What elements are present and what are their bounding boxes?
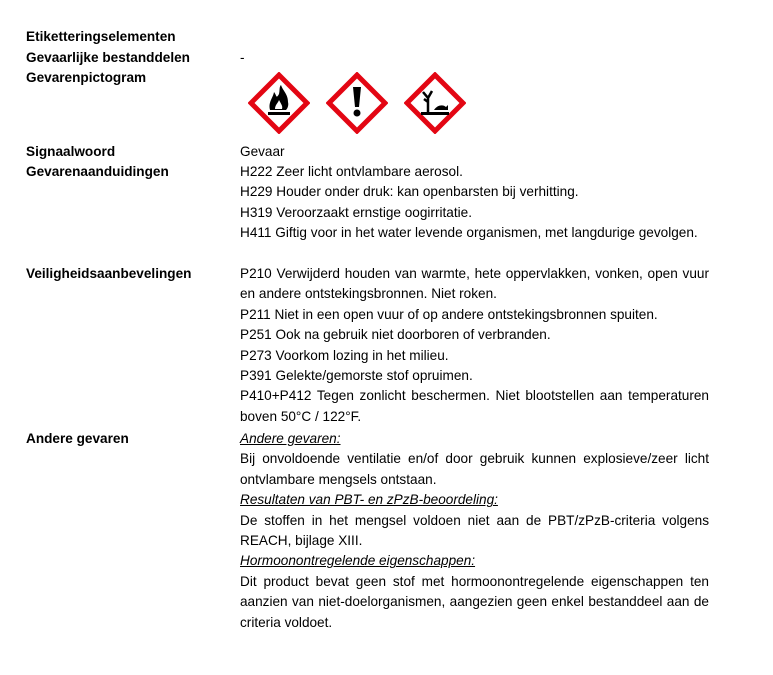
hazardous-components-label: Gevaarlijke bestanddelen [26, 50, 190, 65]
signal-word-value: Gevaar [240, 144, 285, 159]
hazard-statement: H229 Houder onder druk: kan openbarsten bij verhitting. [240, 184, 579, 200]
precautionary-label: Veiligheidsaanbevelingen [26, 266, 192, 281]
precautionary-statement: P410+P412 Tegen zonlicht beschermen. Niet blootstellen aan temperaturen boven 50°C / 122°F. [240, 388, 709, 424]
precautionary-statement: P273 Voorkom lozing in het milieu. [240, 347, 449, 363]
pictograms [248, 72, 466, 134]
precautionary-statements [240, 264, 709, 427]
hazard-statement: H411 Giftig voor in het water levende organismen, met langdurige gevolgen. [240, 225, 698, 241]
section-title: Etiketteringselementen [26, 29, 176, 44]
hazard-statements-label: Gevarenaanduidingen [26, 164, 169, 179]
signal-word-label: Signaalwoord [26, 144, 116, 159]
other-hazards-label: Andere gevaren [26, 431, 129, 446]
pbt-text: De stoffen in het mengsel voldoen niet aan de PBT/zPzB-criteria volgens REACH, bijlage XIII. [240, 512, 709, 549]
pbt-heading: Resultaten van PBT- en zPzB-beoordeling: [240, 492, 498, 508]
endocrine-heading: Hormoonontregelende eigenschappen: [240, 553, 476, 569]
exclamation-icon [326, 72, 388, 134]
precautionary-statement: P210 Verwijderd houden van warmte, hete oppervlakken, vonken, open vuur en andere ontstekingsbronnen. Niet roken. [240, 266, 709, 302]
endocrine-text: Dit product bevat geen stof met hormoonontregelende eigenschappen ten aanzien van niet-doelorganismen, aangezien geen enkel bestanddeel aan de criteria voldoet. [240, 573, 709, 630]
precautionary-statement: P251 Ook na gebruik niet doorboren of verbranden. [240, 327, 551, 343]
other-hazards-text: Bij onvoldoende ventilatie en/of door gebruik kunnen explosieve/zeer licht ontvlambare mengsels ontstaan. [240, 451, 709, 487]
hazard-statements [240, 162, 709, 244]
flame-icon [248, 72, 310, 134]
other-hazards-heading: Andere gevaren: [240, 431, 341, 446]
hazard-statement: H319 Veroorzaakt ernstige oogirritatie. [240, 204, 472, 220]
pictogram-label: Gevarenpictogram [26, 70, 147, 85]
precautionary-statement: P391 Gelekte/gemorste stof opruimen. [240, 368, 473, 384]
precautionary-statement: P211 Niet in een open vuur of op andere ontstekingsbronnen spuiten. [240, 306, 658, 322]
hazardous-components-value: - [240, 50, 245, 65]
other-hazards [240, 429, 709, 633]
environment-icon [404, 72, 466, 134]
hazard-statement: H222 Zeer licht ontvlambare aerosol. [240, 164, 463, 179]
